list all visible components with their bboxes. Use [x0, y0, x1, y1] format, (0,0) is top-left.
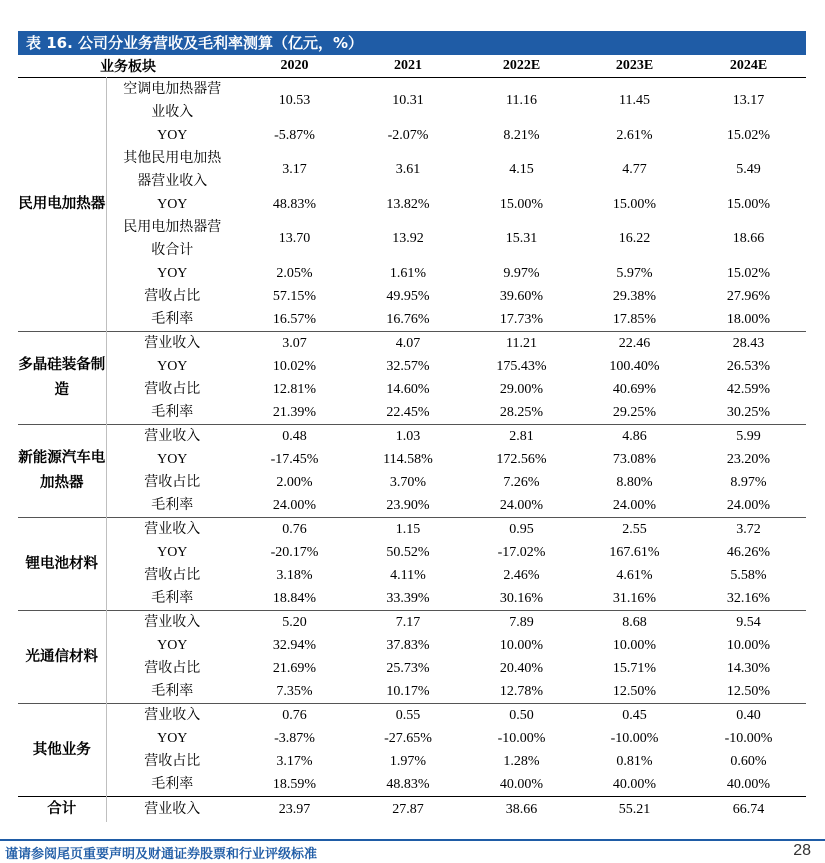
metric-label: 毛利率 [106, 308, 238, 332]
value-cell: 24.00% [726, 497, 771, 513]
value-cell: 167.61% [609, 544, 660, 560]
table-row [18, 308, 806, 332]
value-cell: 9.97% [503, 265, 540, 281]
table-row [18, 262, 806, 285]
value-cell: 175.43% [496, 358, 547, 374]
value-cell: 0.95 [465, 518, 578, 542]
value-cell: 22.46 [578, 332, 691, 356]
value-cell: 23.20% [726, 451, 771, 467]
table-row [18, 541, 806, 564]
value-cell: 40.69% [612, 381, 657, 397]
value-cell: 5.97% [616, 265, 653, 281]
page-number: 28 [793, 842, 811, 859]
value-cell: 29.25% [612, 404, 657, 420]
table-row [18, 355, 806, 378]
value-cell: 14.30% [726, 660, 771, 676]
value-cell: 3.18% [276, 567, 313, 583]
metric-label: 营收占比 [106, 471, 238, 494]
value-cell: 2.61% [616, 127, 653, 143]
value-cell: 29.00% [499, 381, 544, 397]
value-cell: 100.40% [609, 358, 660, 374]
metric-label: 营收占比 [106, 750, 238, 773]
value-cell: 33.39% [386, 590, 430, 606]
value-cell: 2.05% [276, 265, 313, 281]
value-cell: 1.03 [351, 425, 465, 449]
value-cell: 9.54 [691, 611, 806, 635]
value-cell: 0.76 [238, 704, 351, 728]
value-cell: 172.56% [496, 451, 547, 467]
value-cell: 50.52% [386, 544, 430, 560]
table-row [18, 704, 806, 728]
value-cell: 7.17 [351, 611, 465, 635]
metric-label: 民用电加热器营收合计 [106, 216, 238, 262]
value-cell: -10.00% [497, 730, 546, 746]
header-year: 2021 [394, 58, 422, 73]
metric-label: YOY [106, 727, 238, 750]
value-cell: 15.02% [726, 127, 771, 143]
value-cell: 22.45% [386, 404, 430, 420]
metric-label: 毛利率 [106, 587, 238, 611]
value-cell: 4.61% [616, 567, 653, 583]
segment-name: 多晶硅装备制造 [18, 332, 106, 425]
value-cell: -20.17% [270, 544, 319, 560]
table-row [18, 518, 806, 542]
table-row [18, 425, 806, 449]
value-cell: 42.59% [726, 381, 771, 397]
table-row [18, 471, 806, 494]
value-cell: 21.69% [272, 660, 317, 676]
value-cell: -10.00% [724, 730, 773, 746]
value-cell: 26.53% [726, 358, 771, 374]
table-title: 表 16. 公司分业务营收及毛利率测算（亿元，%） [18, 31, 806, 55]
value-cell: 66.74 [691, 797, 806, 823]
value-cell: 28.25% [499, 404, 544, 420]
value-cell: 30.25% [726, 404, 771, 420]
value-cell: 40.00% [499, 776, 544, 792]
value-cell: 7.35% [276, 683, 313, 699]
metric-label: YOY [106, 193, 238, 216]
table-row [18, 727, 806, 750]
value-cell: 13.17 [732, 93, 765, 108]
value-cell: 25.73% [386, 660, 430, 676]
value-cell: 40.00% [612, 776, 657, 792]
value-cell: 8.80% [616, 474, 653, 490]
table-row [18, 285, 806, 308]
value-cell: 5.20 [238, 611, 351, 635]
metric-label: 毛利率 [106, 401, 238, 425]
value-cell: -5.87% [274, 127, 315, 143]
value-cell: 4.07 [351, 332, 465, 356]
value-cell: 12.81% [272, 381, 317, 397]
value-cell: 7.89 [465, 611, 578, 635]
value-cell: 1.28% [503, 753, 540, 769]
value-cell: 15.02% [726, 265, 771, 281]
value-cell: 10.00% [612, 637, 657, 653]
value-cell: 3.70% [389, 474, 427, 490]
value-cell: 20.40% [499, 660, 544, 676]
value-cell: 4.86 [578, 425, 691, 449]
value-cell: 3.17 [282, 162, 307, 177]
value-cell: 24.00% [272, 497, 317, 513]
table-row [18, 797, 806, 823]
header-year: 2024E [729, 58, 768, 73]
table-row [18, 494, 806, 518]
metric-label: 营业收入 [106, 797, 238, 823]
value-cell: 18.00% [726, 311, 771, 327]
metric-label: 其他民用电加热器营业收入 [106, 147, 238, 193]
table-body [18, 78, 806, 823]
segment-name: 合计 [18, 797, 106, 823]
value-cell: 23.97 [238, 797, 351, 823]
value-cell: 16.76% [386, 311, 430, 327]
value-cell: 5.99 [691, 425, 806, 449]
metric-label: 营业收入 [106, 332, 238, 356]
value-cell: 0.45 [578, 704, 691, 728]
value-cell: 24.00% [499, 497, 544, 513]
metric-label: 营业收入 [106, 425, 238, 449]
value-cell: 15.31 [505, 231, 538, 246]
metric-label: 营收占比 [106, 378, 238, 401]
value-cell: 15.00% [726, 196, 771, 212]
table-row [18, 773, 806, 797]
value-cell: 0.76 [238, 518, 351, 542]
value-cell: 13.70 [278, 231, 311, 246]
value-cell: 12.78% [499, 683, 544, 699]
value-cell: 8.97% [730, 474, 767, 490]
value-cell: 11.16 [506, 93, 537, 108]
value-cell: -27.65% [384, 730, 432, 746]
value-cell: 48.83% [386, 776, 430, 792]
value-cell: 11.21 [465, 332, 578, 356]
value-cell: 2.46% [503, 567, 540, 583]
value-cell: -3.87% [274, 730, 315, 746]
value-cell: -10.00% [610, 730, 659, 746]
table-row [18, 750, 806, 773]
metric-label: 营业收入 [106, 704, 238, 728]
value-cell: 12.50% [612, 683, 657, 699]
value-cell: 14.60% [386, 381, 430, 397]
value-cell: 0.55 [351, 704, 465, 728]
table-row [18, 611, 806, 635]
value-cell: 8.68 [578, 611, 691, 635]
metric-label: 毛利率 [106, 494, 238, 518]
value-cell: 1.97% [389, 753, 427, 769]
table-row [18, 78, 806, 125]
value-cell: 3.61 [395, 162, 421, 177]
value-cell: 37.83% [386, 637, 430, 653]
metric-label: 营收占比 [106, 285, 238, 308]
value-cell: 46.26% [726, 544, 771, 560]
value-cell: 0.60% [730, 753, 767, 769]
metric-label: YOY [106, 124, 238, 147]
value-cell: 3.72 [691, 518, 806, 542]
table-row [18, 401, 806, 425]
metric-label: YOY [106, 541, 238, 564]
segment-name: 锂电池材料 [18, 518, 106, 611]
metric-label: YOY [106, 634, 238, 657]
value-cell: 10.02% [272, 358, 317, 374]
value-cell: 4.77 [622, 162, 647, 177]
value-cell: 16.57% [272, 311, 317, 327]
value-cell: 32.57% [386, 358, 430, 374]
value-cell: 27.96% [726, 288, 771, 304]
table-row [18, 634, 806, 657]
value-cell: 32.16% [726, 590, 771, 606]
value-cell: 73.08% [612, 451, 657, 467]
revenue-margin-table [18, 55, 806, 822]
table-row [18, 193, 806, 216]
value-cell: 2.81 [465, 425, 578, 449]
value-cell: 11.45 [619, 93, 650, 108]
header-year: 2020 [280, 58, 309, 73]
value-cell: 17.85% [612, 311, 657, 327]
value-cell: 0.81% [616, 753, 653, 769]
header-year: 2023E [615, 58, 654, 73]
value-cell: 2.55 [578, 518, 691, 542]
segment-name: 其他业务 [18, 704, 106, 797]
value-cell: 13.82% [386, 196, 430, 212]
metric-label: 空调电加热器营业收入 [106, 78, 238, 125]
value-cell: 29.38% [612, 288, 657, 304]
metric-label: 营收占比 [106, 564, 238, 587]
value-cell: 55.21 [578, 797, 691, 823]
value-cell: 13.92 [392, 231, 424, 246]
value-cell: -17.45% [270, 451, 319, 467]
table-row [18, 448, 806, 471]
metric-label: YOY [106, 262, 238, 285]
value-cell: 28.43 [691, 332, 806, 356]
metric-label: 营收占比 [106, 657, 238, 680]
value-cell: 31.16% [612, 590, 657, 606]
metric-label: 营业收入 [106, 518, 238, 542]
value-cell: 18.84% [272, 590, 317, 606]
value-cell: 21.39% [272, 404, 317, 420]
metric-label: 毛利率 [106, 773, 238, 797]
table-row [18, 332, 806, 356]
value-cell: 10.31 [392, 93, 424, 108]
value-cell: 15.71% [612, 660, 657, 676]
segment-name: 光通信材料 [18, 611, 106, 704]
value-cell: 40.00% [726, 776, 771, 792]
value-cell: -17.02% [497, 544, 546, 560]
value-cell: 4.11% [390, 567, 426, 583]
value-cell: -2.07% [387, 127, 429, 143]
value-cell: 17.73% [499, 311, 544, 327]
table-header-row [18, 55, 806, 78]
value-cell: 48.83% [272, 196, 317, 212]
value-cell: 38.66 [465, 797, 578, 823]
value-cell: 4.15 [509, 162, 534, 177]
value-cell: 10.53 [278, 93, 311, 108]
segment-name: 民用电加热器 [18, 196, 106, 212]
metric-label: YOY [106, 448, 238, 471]
value-cell: 0.48 [238, 425, 351, 449]
value-cell: 16.22 [618, 231, 651, 246]
value-cell: 7.26% [503, 474, 540, 490]
value-cell: 18.59% [272, 776, 317, 792]
value-cell: 10.00% [499, 637, 544, 653]
table-row [18, 587, 806, 611]
value-cell: 24.00% [612, 497, 657, 513]
table-row [18, 564, 806, 587]
metric-label: 营业收入 [106, 611, 238, 635]
value-cell: 3.17% [276, 753, 313, 769]
value-cell: 15.00% [499, 196, 544, 212]
footer-divider [0, 839, 825, 841]
table-row [18, 147, 806, 193]
value-cell: 12.50% [726, 683, 771, 699]
table-row [18, 216, 806, 262]
value-cell: 30.16% [499, 590, 544, 606]
header-year: 2022E [502, 58, 541, 73]
value-cell: 10.17% [386, 683, 430, 699]
metric-label: YOY [106, 355, 238, 378]
value-cell: 57.15% [272, 288, 317, 304]
value-cell: 15.00% [612, 196, 657, 212]
value-cell: 10.00% [726, 637, 771, 653]
metric-label: 毛利率 [106, 680, 238, 704]
table-row [18, 378, 806, 401]
value-cell: 8.21% [503, 127, 540, 143]
value-cell: 2.00% [276, 474, 313, 490]
value-cell: 5.49 [736, 162, 761, 177]
value-cell: 1.61% [389, 265, 427, 281]
table-row [18, 657, 806, 680]
value-cell: 27.87 [351, 797, 465, 823]
value-cell: 49.95% [386, 288, 430, 304]
value-cell: 18.66 [732, 231, 765, 246]
value-cell: 39.60% [499, 288, 544, 304]
value-cell: 0.50 [465, 704, 578, 728]
value-cell: 1.15 [351, 518, 465, 542]
value-cell: 114.58% [383, 451, 433, 467]
value-cell: 0.40 [691, 704, 806, 728]
value-cell: 5.58% [730, 567, 767, 583]
table-row [18, 124, 806, 147]
value-cell: 23.90% [386, 497, 430, 513]
segment-name: 新能源汽车电加热器 [18, 425, 106, 518]
table-row [18, 680, 806, 704]
header-segment: 业务板块 [100, 59, 156, 75]
footer-disclaimer: 谨请参阅尾页重要声明及财通证券股票和行业评级标准 [5, 847, 318, 862]
value-cell: 32.94% [272, 637, 317, 653]
value-cell: 3.07 [238, 332, 351, 356]
